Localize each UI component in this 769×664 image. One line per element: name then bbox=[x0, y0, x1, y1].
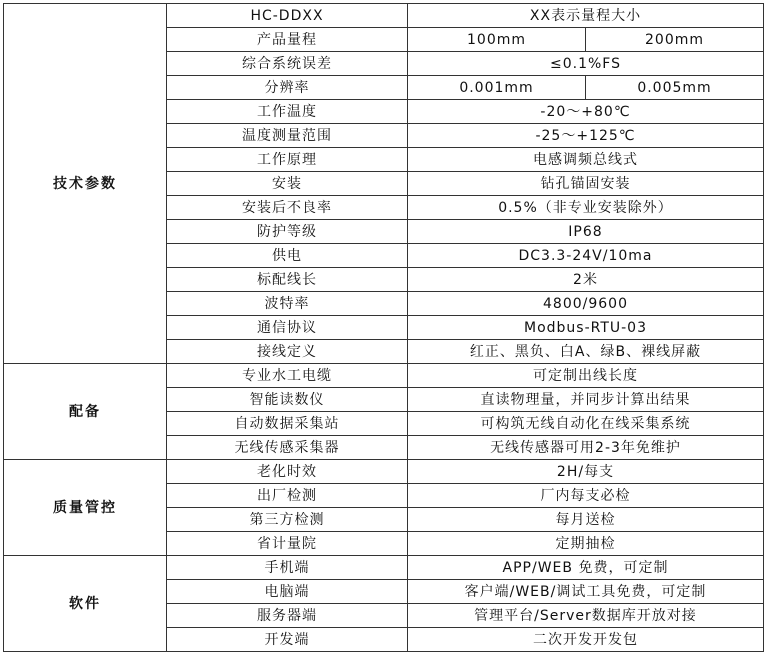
parameter-name: 安装 bbox=[167, 172, 408, 196]
parameter-name: 开发端 bbox=[167, 628, 408, 652]
parameter-name: 分辨率 bbox=[167, 76, 408, 100]
parameter-value: 直读物理量，并同步计算出结果 bbox=[408, 388, 764, 412]
parameter-value: 100mm bbox=[408, 28, 586, 52]
table-row bbox=[4, 4, 764, 28]
parameter-name: 服务器端 bbox=[167, 604, 408, 628]
spec-table bbox=[3, 3, 764, 652]
parameter-name: 综合系统误差 bbox=[167, 52, 408, 76]
parameter-value: 2米 bbox=[408, 268, 764, 292]
parameter-value: 可定制出线长度 bbox=[408, 364, 764, 388]
parameter-value: 无线传感器可用2-3年免维护 bbox=[408, 436, 764, 460]
category-cell: 软件 bbox=[4, 556, 167, 652]
spec-table-body bbox=[4, 4, 764, 652]
parameter-value: -20～+80℃ bbox=[408, 100, 764, 124]
parameter-value: -25～+125℃ bbox=[408, 124, 764, 148]
parameter-value: 钻孔锚固安装 bbox=[408, 172, 764, 196]
parameter-name: 专业水工电缆 bbox=[167, 364, 408, 388]
parameter-name: 防护等级 bbox=[167, 220, 408, 244]
parameter-value: 二次开发开发包 bbox=[408, 628, 764, 652]
parameter-name: 温度测量范围 bbox=[167, 124, 408, 148]
parameter-value: 0.005mm bbox=[586, 76, 764, 100]
parameter-value: 2H/每支 bbox=[408, 460, 764, 484]
parameter-value: 厂内每支必检 bbox=[408, 484, 764, 508]
category-cell: 配备 bbox=[4, 364, 167, 460]
parameter-name: 自动数据采集站 bbox=[167, 412, 408, 436]
parameter-value: 4800/9600 bbox=[408, 292, 764, 316]
parameter-name: 供电 bbox=[167, 244, 408, 268]
parameter-name: 安装后不良率 bbox=[167, 196, 408, 220]
parameter-value: 200mm bbox=[586, 28, 764, 52]
table-row bbox=[4, 460, 764, 484]
parameter-name: 波特率 bbox=[167, 292, 408, 316]
parameter-name: 智能读数仪 bbox=[167, 388, 408, 412]
parameter-value: 可构筑无线自动化在线采集系统 bbox=[408, 412, 764, 436]
parameter-value: DC3.3-24V/10ma bbox=[408, 244, 764, 268]
parameter-value: Modbus-RTU-03 bbox=[408, 316, 764, 340]
parameter-value: 每月送检 bbox=[408, 508, 764, 532]
category-cell: 技术参数 bbox=[4, 4, 167, 364]
parameter-name: 标配线长 bbox=[167, 268, 408, 292]
parameter-name: 工作温度 bbox=[167, 100, 408, 124]
parameter-value: IP68 bbox=[408, 220, 764, 244]
parameter-value: 管理平台/Server数据库开放对接 bbox=[408, 604, 764, 628]
parameter-value: 电感调频总线式 bbox=[408, 148, 764, 172]
parameter-name: 老化时效 bbox=[167, 460, 408, 484]
parameter-name: 出厂检测 bbox=[167, 484, 408, 508]
parameter-name: 手机端 bbox=[167, 556, 408, 580]
parameter-value: 红正、黑负、白A、绿B、裸线屏蔽 bbox=[408, 340, 764, 364]
parameter-value: 0.5%（非专业安装除外） bbox=[408, 196, 764, 220]
parameter-value: APP/WEB 免费，可定制 bbox=[408, 556, 764, 580]
parameter-value: 0.001mm bbox=[408, 76, 586, 100]
parameter-name: 省计量院 bbox=[167, 532, 408, 556]
parameter-value: XX表示量程大小 bbox=[408, 4, 764, 28]
table-row bbox=[4, 364, 764, 388]
parameter-name: 接线定义 bbox=[167, 340, 408, 364]
parameter-name: 通信协议 bbox=[167, 316, 408, 340]
table-row bbox=[4, 556, 764, 580]
parameter-name: 无线传感采集器 bbox=[167, 436, 408, 460]
parameter-name: 第三方检测 bbox=[167, 508, 408, 532]
parameter-value: 定期抽检 bbox=[408, 532, 764, 556]
parameter-name: 电脑端 bbox=[167, 580, 408, 604]
parameter-name: 工作原理 bbox=[167, 148, 408, 172]
parameter-value: 客户端/WEB/调试工具免费，可定制 bbox=[408, 580, 764, 604]
category-cell: 质量管控 bbox=[4, 460, 167, 556]
parameter-name: HC-DDXX bbox=[167, 4, 408, 28]
parameter-name: 产品量程 bbox=[167, 28, 408, 52]
parameter-value: ≤0.1%FS bbox=[408, 52, 764, 76]
